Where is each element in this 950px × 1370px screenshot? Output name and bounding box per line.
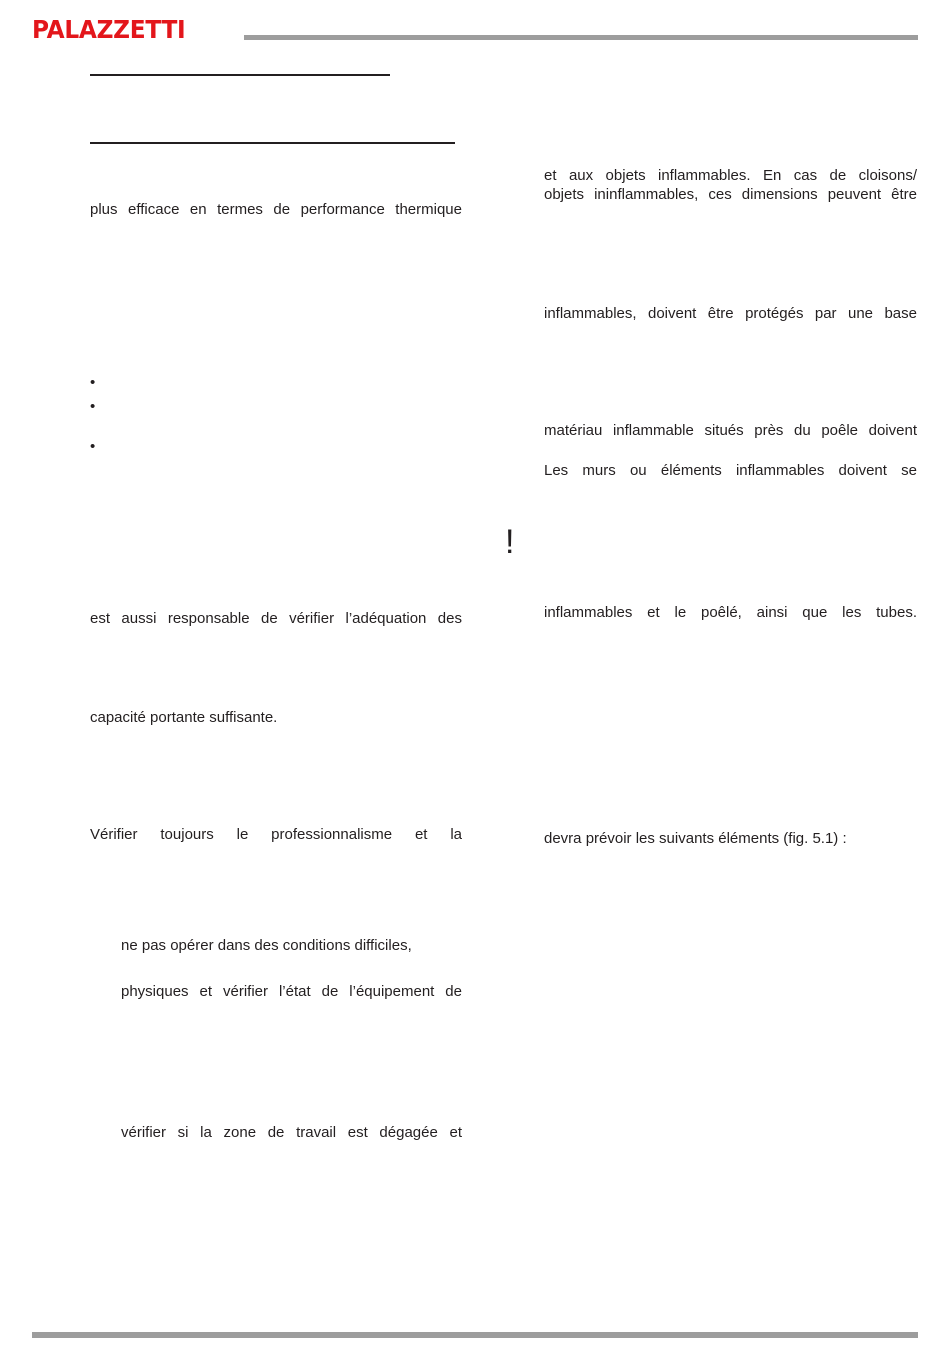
heading-underline-2 (90, 142, 455, 144)
header-rule (244, 35, 918, 40)
left-line-3: capacité portante suffisante. (90, 709, 278, 726)
bullet-3: • (90, 438, 96, 455)
right-line-4: matériau inflammable situés près du poêle doivent (544, 422, 917, 439)
warning-exclamation: ! (505, 523, 515, 561)
right-line-2: objets ininflammables, ces dimensions peuvent être (544, 186, 917, 203)
right-line-5: Les murs ou éléments inflammables doivent se (544, 462, 917, 479)
right-line-1: et aux objets inflammables. En cas de cloisons/ (544, 167, 917, 184)
left-line-2: est aussi responsable de vérifier l’adéquation des (90, 610, 462, 627)
bullet-1: • (90, 374, 96, 391)
footer-rule (32, 1332, 918, 1338)
brand-logo: PALAZZETTI (32, 15, 186, 44)
bullet-2: • (90, 398, 96, 415)
right-line-6: inflammables et le poêlé, ainsi que les tubes. (544, 604, 917, 621)
left-line-7: vérifier si la zone de travail est dégagée et (121, 1124, 462, 1141)
heading-underline-1 (90, 74, 390, 76)
right-line-7: devra prévoir les suivants éléments (fig. 5.1) : (544, 830, 847, 847)
left-line-6: physiques et vérifier l’état de l’équipement de (121, 983, 462, 1000)
left-line-4: Vérifier toujours le professionnalisme et la (90, 826, 462, 843)
left-line-5: ne pas opérer dans des conditions difficiles, (121, 937, 412, 954)
left-line-1: plus efficace en termes de performance thermique (90, 201, 462, 218)
right-line-3: inflammables, doivent être protégés par une base (544, 305, 917, 322)
